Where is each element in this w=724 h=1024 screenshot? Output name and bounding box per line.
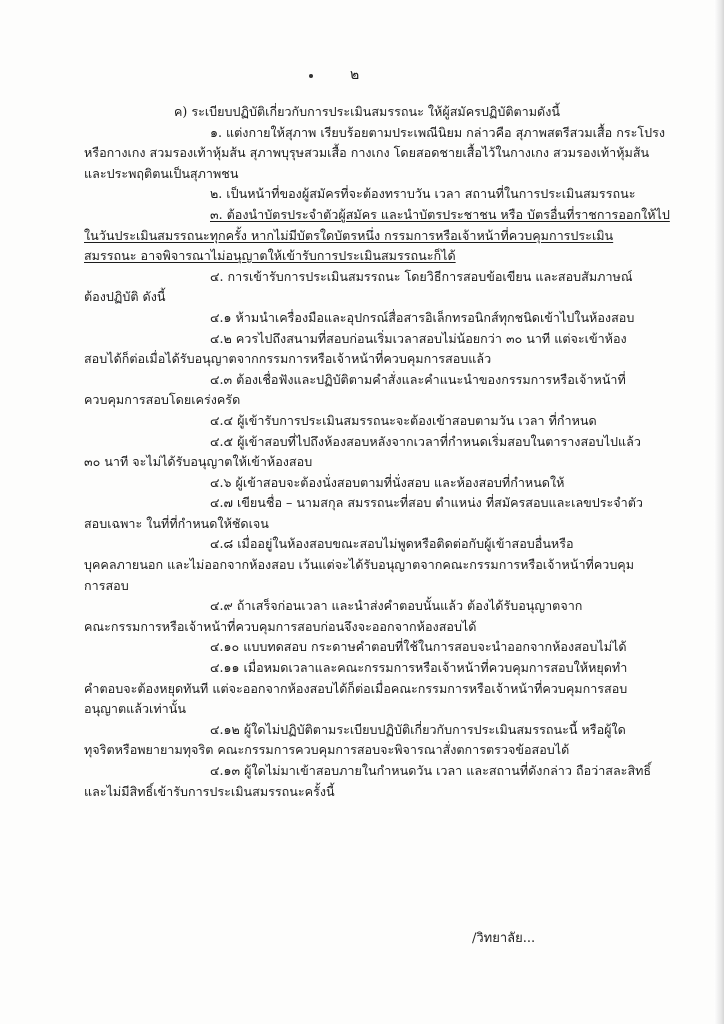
continuation-footer: /วิทยาลัย... (472, 931, 536, 946)
body-line: สมรรถนะ อาจพิจารณาไม่อนุญาตให้เข้ารับการประเมินสมรรถนะก็ได้ (84, 248, 456, 264)
body-line: ๔.๑ ห้ามนำเครื่องมือและอุปกรณ์สื่อสารอิเล็กทรอนิกส์ทุกชนิดเข้าไปในห้องสอบ (210, 309, 635, 325)
body-line: ๔.๑๐ แบบทดสอบ กระดาษคำตอบที่ใช้ในการสอบจะนำออกจากห้องสอบไม่ได้ (210, 639, 627, 655)
body-line: ๔.๓ ต้องเชื่อฟังและปฏิบัติตามคำสั่งและคำแนะนำของกรรมการหรือเจ้าหน้าที่ (210, 371, 626, 387)
body-line: ๔.๙ ถ้าเสร็จก่อนเวลา และนำส่งคำตอบนั้นแล้ว ต้องได้รับอนุญาตจาก (210, 598, 583, 614)
body-line: ต้องปฏิบัติ ดังนี้ (84, 289, 166, 305)
body-line: บุคคลภายนอก และไม่ออกจากห้องสอบ เว้นแต่จะได้รับอนุญาตจากคณะกรรมการหรือเจ้าหน้าที่ควบคุม (84, 557, 635, 573)
scan-dot-mark (309, 74, 313, 78)
body-line: หรือกางเกง สวมรองเท้าหุ้มส้น สุภาพบุรุษสวมเสื้อ กางเกง โดยสอดชายเสื้อไว้ในกางเกง สวมรองเท้าหุ้มส้น (84, 145, 650, 161)
body-line: ๓๐ นาที จะไม่ได้รับอนุญาตให้เข้าห้องสอบ (84, 454, 313, 470)
body-line: ๓. ต้องนำบัตรประจำตัวผู้สมัคร และนำบัตรประชาชน หรือ บัตรอื่นที่ราชการออกให้ไป (210, 206, 670, 222)
body-line: คณะกรรมการหรือเจ้าหน้าที่ควบคุมการสอบก่อนจึงจะออกจากห้องสอบได้ (84, 618, 477, 634)
body-line: ๔.๔ ผู้เข้ารับการประเมินสมรรถนะจะต้องเข้าสอบตามวัน เวลา ที่กำหนด (210, 412, 597, 428)
body-line: ๔.๑๓ ผู้ใดไม่มาเข้าสอบภายในกำหนดวัน เวลา และสถานที่ดังกล่าว ถือว่าสละสิทธิ์ (210, 763, 652, 778)
page-number: ๒ (350, 67, 360, 83)
body-line: ๔.๕ ผู้เข้าสอบที่ไปถึงห้องสอบหลังจากเวลาที่กำหนดเริ่มสอบในตารางสอบไปแล้ว (210, 433, 641, 449)
body-line: ๔.๑๒ ผู้ใดไม่ปฏิบัติตามระเบียบปฏิบัติเกี่ยวกับการประเมินสมรรถนะนี้ หรือผู้ใด (210, 721, 626, 737)
body-line: ๔. การเข้ารับการประเมินสมรรถนะ โดยวิธีการสอบข้อเขียน และสอบสัมภาษณ์ (210, 268, 633, 284)
body-line: ค) ระเบียบปฏิบัติเกี่ยวกับการประเมินสมรรถนะ ให้ผู้สมัครปฏิบัติตามดังนี้ (174, 104, 560, 119)
body-line: และประพฤติตนเป็นสุภาพชน (84, 165, 239, 181)
page-edge-shadow (714, 0, 724, 1024)
body-line: คำตอบจะต้องหยุดทันที แต่จะออกจากห้องสอบได้ก็ต่อเมื่อคณะกรรมการหรือเจ้าหน้าที่ควบคุมการสอบ (84, 680, 628, 696)
body-line: ๑. แต่งกายให้สุภาพ เรียบร้อยตามประเพณีนิยม กล่าวคือ สุภาพสตรีสวมเสื้อ กระโปรง (210, 124, 666, 140)
body-line: ๔.๘ เมื่ออยู่ในห้องสอบขณะสอบไม่พูดหรือติดต่อกับผู้เข้าสอบอื่นหรือ (210, 536, 574, 552)
body-line: ๔.๑๑ เมื่อหมดเวลาและคณะกรรมการหรือเจ้าหน้าที่ควบคุมการสอบให้หยุดทำ (210, 660, 628, 676)
body-line: ๔.๒ ควรไปถึงสนามที่สอบก่อนเริ่มเวลาสอบไม่น้อยกว่า ๓๐ นาที แต่จะเข้าห้อง (210, 330, 627, 346)
document-body (84, 102, 670, 802)
body-line: ๔.๖ ผู้เข้าสอบจะต้องนั่งสอบตามที่นั่งสอบ และห้องสอบที่กำหนดให้ (210, 474, 565, 490)
body-line: อนุญาตแล้วเท่านั้น (84, 701, 186, 717)
body-line: สอบเฉพาะ ในที่ที่กำหนดให้ชัดเจน (84, 515, 269, 531)
body-line: การสอบ (84, 577, 129, 593)
body-line: ๔.๗ เขียนชื่อ – นามสกุล สมรรถนะที่สอบ ตำแหน่ง ที่สมัครสอบและเลขประจำตัว (210, 495, 644, 511)
body-line: และไม่มีสิทธิ์เข้ารับการประเมินสมรรถนะครั้งนี้ (84, 783, 335, 799)
body-line: สอบได้ก็ต่อเมื่อได้รับอนุญาตจากกรรมการหรือเจ้าหน้าที่ควบคุมการสอบแล้ว (84, 351, 492, 367)
body-line: ๒. เป็นหน้าที่ของผู้สมัครที่จะต้องทราบวัน เวลา สถานที่ในการประเมินสมรรถนะ (210, 186, 636, 202)
body-line: ในวันประเมินสมรรถนะทุกครั้ง หากไม่มีบัตรใดบัตรหนึ่ง กรรมการหรือเจ้าหน้าที่ควบคุมการประเมิน (84, 227, 614, 243)
body-line: ควบคุมการสอบโดยเคร่งครัด (84, 392, 241, 408)
body-line: ทุจริตหรือพยายามทุจริต คณะกรรมการควบคุมการสอบจะพิจารณาสั่งตการตรวจข้อสอบได้ (84, 742, 570, 758)
